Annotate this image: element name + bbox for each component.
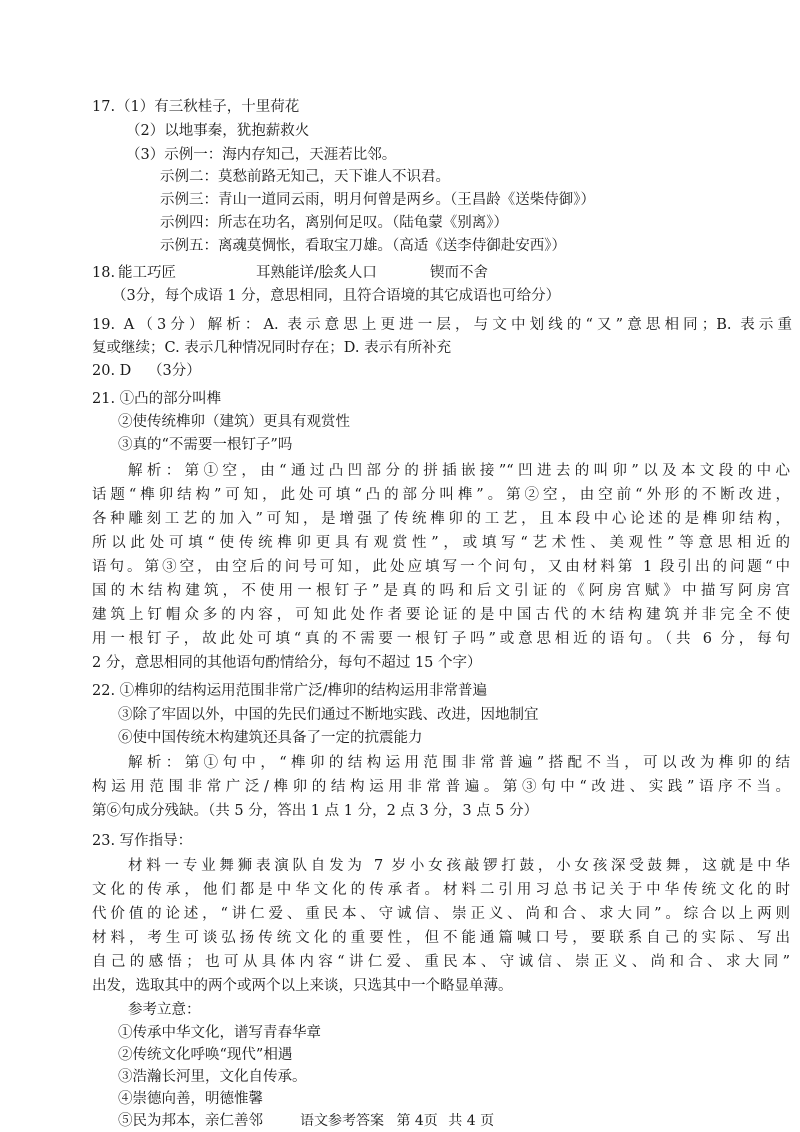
q17-example4: 示例四：所志在功名，离别何足叹。（陆龟蒙《别离》）	[160, 215, 508, 231]
q23-reference-item: ①传承中华文化，谱写青春华章	[118, 1025, 321, 1041]
q19-line2: 复或继续；C. 表示几种情况同时存在；D. 表示有所补充	[92, 340, 452, 356]
q20-answer: 20. D	[92, 363, 132, 379]
q21-explanation-line: 解析：第①空，由“通过凸凹部分的拼插嵌接”“凹进去的叫卯”以及本文段的中心	[128, 463, 790, 479]
q17-number: 17.	[92, 99, 116, 115]
q21-answer3: ③真的“不需要一根钉子”吗	[118, 437, 293, 453]
q18-scoring-note: （3分，每个成语 1 分，意思相同，且符合语境的其它成语也可给分）	[112, 288, 561, 304]
q21-answer2: ②使传统榫卯（建筑）更具有观赏性	[118, 414, 350, 430]
q18-answer3: 锲而不舍	[430, 265, 488, 281]
q21-explanation-line: 话题“榫卯结构”可知，此处可填“凸的部分叫榫”。第②空，由空前“外形的不断改进，	[92, 487, 790, 503]
q23-body-line: 材料一专业舞狮表演队自发为 7 岁小女孩敲锣打鼓，小女孩深受鼓舞，这就是中华	[128, 858, 790, 874]
footer-page-number: 第 4页	[396, 1113, 438, 1129]
q19-line1: 19. A（3分）解析：A. 表示意思上更进一层，与文中划线的“又”意思相同；B. 表示重	[92, 317, 792, 333]
q23-reference-title: 参考立意：	[128, 1002, 201, 1018]
q20-score: （3分）	[148, 363, 201, 379]
q22-explanation-line: 构运用范围非常广泛/榫卯的结构运用非常普遍。第③句中“改进、实践”语序不当。	[92, 779, 790, 795]
q23-body-line: 代价值的论述，“讲仁爱、重民本、守诚信、崇正义、尚和合、求大同”。综合以上两则	[92, 906, 790, 922]
q22-answer1: 22. ①榫卯的结构运用范围非常广泛/榫卯的结构运用非常普遍	[92, 683, 488, 699]
q18-answer2: 耳熟能详/脍炙人口	[256, 265, 377, 281]
q23-title: 23. 写作指导：	[92, 833, 193, 849]
q21-explanation-line: 语句。第③空，由空后的问号可知，此处应填写一个问句，又由材料第 1 段引出的问题“中	[92, 559, 790, 575]
q21-answer1: 21. ①凸的部分叫榫	[92, 391, 222, 407]
q18-answer1: 能工巧匠	[118, 265, 176, 281]
q17-example3: 示例三：青山一道同云雨，明月何曾是两乡。（王昌龄《送柴侍御》）	[160, 192, 595, 208]
q22-answer3: ③除了牢固以外，中国的先民们通过不断地实践、改进，因地制宜	[118, 707, 539, 723]
q22-answer6: ⑥使中国传统木构建筑还具备了一定的抗震能力	[118, 730, 423, 746]
q21-explanation-line: 国的木结构建筑，不使用一根钉子”是真的吗和后文引证的《阿房宫赋》中描写阿房宫	[92, 583, 790, 599]
q23-body-line: 文化的传承，他们都是中华文化的传承者。材料二引用习总书记关于中华传统文化的时	[92, 882, 790, 898]
q21-explanation-line: 用一根钉子，故此处可填“真的不需要一根钉子吗”或意思相近的语句。（共 6 分，每句	[92, 631, 790, 647]
q21-explanation-line: 2 分，意思相同的其他语句酌情给分，每句不超过 15 个字）	[92, 655, 482, 671]
q18-number: 18.	[92, 265, 116, 281]
q17-part2: （2）以地事秦，犹抱薪救火	[126, 123, 310, 139]
q23-body-line: 自己的感悟；也可从具体内容“讲仁爱、重民本、守诚信、崇正义、尚和合、求大同”	[92, 954, 790, 970]
q23-body-line: 出发，选取其中的两个或两个以上来谈，只选其中一个略显单薄。	[92, 978, 513, 994]
q17-part1: （1）有三秋桂子，十里荷花	[116, 99, 300, 115]
q22-explanation-line: 第⑥句成分残缺。（共 5 分，答出 1 点 1 分，2 点 3 分，3 点 5 分）	[92, 803, 539, 819]
q17-part3: （3）示例一：海内存知己，天涯若比邻。	[126, 147, 397, 163]
q23-reference-item: ②传统文化呼唤“现代”相遇	[118, 1047, 293, 1063]
q17-example2: 示例二：莫愁前路无知己，天下谁人不识君。	[160, 169, 450, 185]
q23-reference-item: ⑤民为邦本，亲仁善邻	[118, 1113, 263, 1129]
q23-reference-item: ③浩瀚长河里，文化自传承。	[118, 1069, 307, 1085]
q17-example5: 示例五：离魂莫惆怅，看取宝刀雄。（高适《送李侍御赴安西》）	[160, 238, 566, 254]
page-footer	[300, 1110, 494, 1132]
footer-total-pages: 共 4 页	[448, 1113, 495, 1129]
q23-reference-item: ④崇德向善，明德惟馨	[118, 1091, 263, 1107]
footer-doc-title: 语文参考答案	[300, 1113, 384, 1129]
q23-body-line: 材料，考生可谈弘扬传统文化的重要性，但不能通篇喊口号，要联系自己的实际、写出	[92, 930, 790, 946]
q21-explanation-line: 各种雕刻工艺的加入”可知，是增强了传统榫卯的工艺，且本段中心论述的是榫卯结构，	[92, 511, 790, 527]
q21-explanation-line: 建筑上钉帽众多的内容，可知此处作者要论证的是中国古代的木结构建筑并非完全不使	[92, 607, 790, 623]
q22-explanation-line: 解析：第①句中，“榫卯的结构运用范围非常普遍”搭配不当，可以改为榫卯的结	[128, 755, 790, 771]
q21-explanation-line: 所以此处可填“使传统榫卯更具有观赏性”，或填写“艺术性、美观性”等意思相近的	[92, 535, 790, 551]
